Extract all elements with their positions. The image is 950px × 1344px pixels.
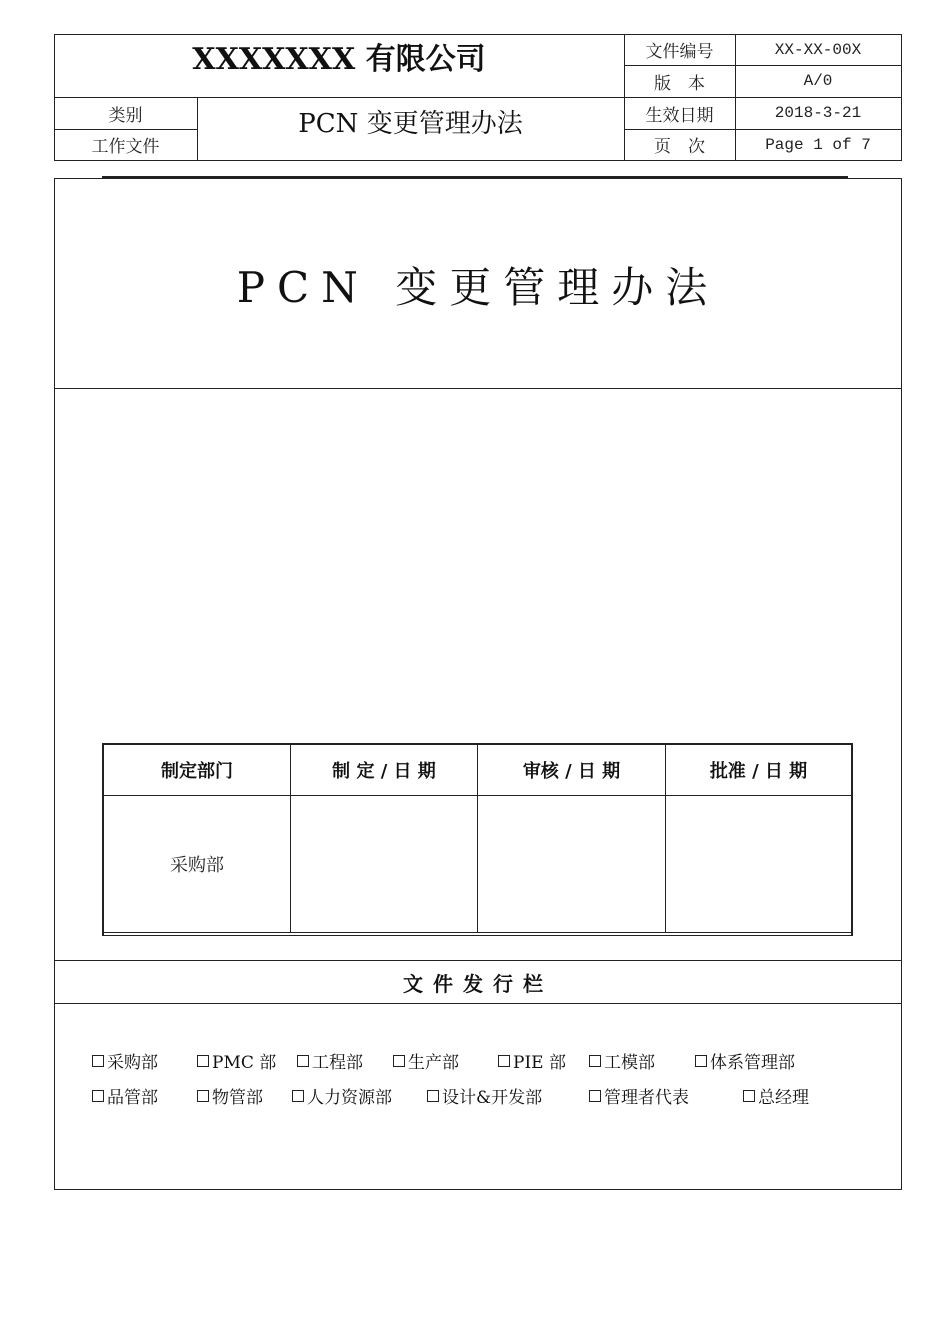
dist-checkbox-quality[interactable]: 品管部 — [92, 1083, 158, 1108]
checkbox-icon — [695, 1055, 707, 1067]
company-name: XXXXXXX 有限公司 — [192, 42, 486, 77]
checkbox-icon — [92, 1055, 104, 1067]
checkbox-icon — [197, 1090, 209, 1102]
signoff-approved-cell — [666, 796, 851, 932]
dist-checkbox-gm[interactable]: 总经理 — [743, 1083, 809, 1108]
signoff-prepared-cell — [291, 796, 477, 932]
dist-checkbox-pie[interactable]: PIE 部 — [498, 1048, 566, 1073]
dist-checkbox-mgmt-rep[interactable]: 管理者代表 — [589, 1083, 689, 1108]
checkbox-icon — [393, 1055, 405, 1067]
dist-checkbox-engineering[interactable]: 工程部 — [297, 1048, 363, 1073]
page-label: 页 次 — [654, 137, 705, 157]
checkbox-icon — [498, 1055, 510, 1067]
dist-checkbox-purchasing[interactable]: 采购部 — [92, 1048, 158, 1073]
checkbox-icon — [292, 1090, 304, 1102]
dist-checkbox-materials[interactable]: 物管部 — [197, 1083, 263, 1108]
checkbox-icon — [589, 1055, 601, 1067]
signoff-header-dept: 制定部门 — [161, 761, 233, 782]
signoff-dept-value: 采购部 — [170, 855, 224, 876]
distribution-title: 文件发行栏 — [403, 971, 553, 996]
category-value: 工作文件 — [91, 137, 160, 157]
doc-no-label: 文件编号 — [645, 42, 714, 62]
checkbox-icon — [297, 1055, 309, 1067]
effective-date-value: 2018-3-21 — [774, 104, 862, 122]
doc-no-value: XX-XX-00X — [774, 40, 862, 59]
main-title: PCN 变更管理办法 — [236, 263, 720, 312]
version-label: 版 本 — [654, 73, 705, 94]
category-label: 类别 — [108, 105, 143, 126]
signoff-header-approved: 批准 / 日 期 — [709, 761, 808, 782]
dist-checkbox-tooling[interactable]: 工模部 — [589, 1048, 655, 1073]
signoff-header-reviewed: 审核 / 日 期 — [522, 761, 621, 782]
signoff-header-prepared: 制 定 / 日 期 — [332, 761, 436, 782]
checkbox-icon — [743, 1090, 755, 1102]
checkbox-icon — [427, 1090, 439, 1102]
dist-checkbox-production[interactable]: 生产部 — [393, 1048, 459, 1073]
doc-title: PCN 变更管理办法 — [298, 108, 523, 139]
effective-date-label: 生效日期 — [645, 105, 714, 126]
checkbox-icon — [92, 1090, 104, 1102]
checkbox-icon — [197, 1055, 209, 1067]
dist-checkbox-hr[interactable]: 人力资源部 — [292, 1083, 392, 1108]
page-value: Page 1 of 7 — [765, 135, 871, 154]
signoff-reviewed-cell — [478, 796, 665, 932]
dist-checkbox-pmc[interactable]: PMC 部 — [197, 1048, 276, 1073]
version-value: A/0 — [803, 72, 833, 90]
checkbox-icon — [589, 1090, 601, 1102]
dist-checkbox-system-mgmt[interactable]: 体系管理部 — [695, 1048, 795, 1073]
dist-checkbox-design-dev[interactable]: 设计&开发部 — [427, 1083, 542, 1108]
